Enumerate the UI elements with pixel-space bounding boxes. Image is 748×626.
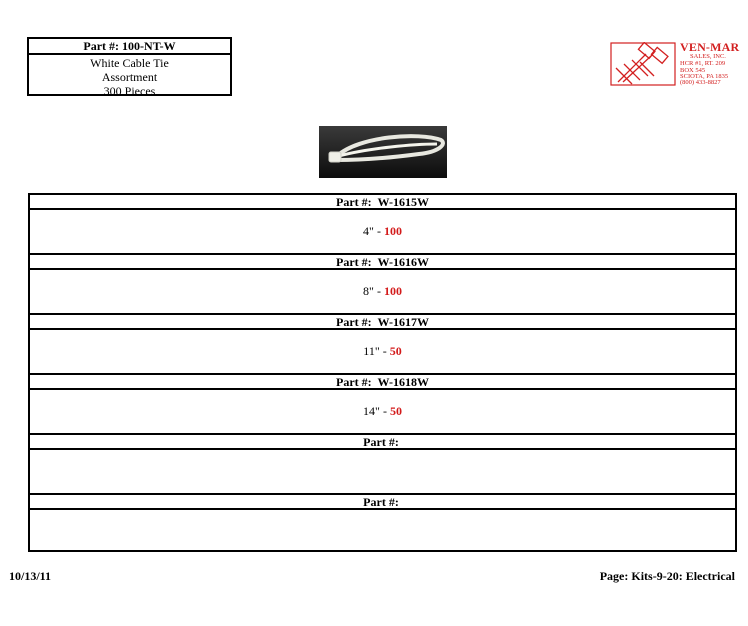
logo-company-name: VEN-MAR: [680, 40, 740, 54]
part-body: [30, 210, 735, 255]
kit-desc-line: White Cable Tie: [90, 56, 169, 70]
part-quantity: 50: [389, 404, 402, 418]
logo-line: (800) 433-8827: [680, 79, 721, 86]
logo-line: SCIOTA, PA 1835: [680, 73, 729, 80]
part-header: [30, 255, 735, 270]
part-body: [30, 510, 735, 552]
kit-desc-line: Assortment: [101, 70, 158, 84]
part-label: Part #:: [363, 435, 399, 449]
parts-table: [28, 193, 737, 552]
part-label: Part #:: [363, 495, 399, 509]
company-logo: [610, 40, 740, 88]
logo-line: HCR #1, RT. 209: [680, 60, 726, 67]
part-quantity: 100: [383, 284, 402, 298]
part-size: 8": [363, 284, 374, 298]
kit-desc-line: 300 Pieces: [103, 84, 156, 98]
logo-line: SALES, INC.: [690, 53, 726, 60]
part-header: [30, 495, 735, 510]
cable-tie-photo: [319, 126, 447, 178]
part-number: W-1618W: [377, 375, 429, 389]
logo-line: BOX 545: [680, 67, 706, 74]
kit-description: [29, 55, 230, 98]
part-size: 11": [363, 344, 380, 358]
part-sep: -: [379, 404, 390, 418]
part-quantity: 50: [389, 344, 402, 358]
part-quantity: 100: [383, 224, 402, 238]
part-size: 4": [363, 224, 374, 238]
footer-page-label: Page: Kits-9-20: Electrical: [599, 569, 735, 583]
part-sep: -: [373, 284, 384, 298]
part-label: Part #:: [335, 375, 372, 389]
cable-tie-icon: [319, 126, 447, 178]
hammer-logo-icon: [610, 42, 676, 86]
kit-part-number: Part #: 100-NT-W: [29, 39, 230, 55]
part-number: W-1617W: [377, 315, 429, 329]
part-label: Part #:: [335, 315, 372, 329]
kit-header-box: [27, 37, 232, 96]
part-sep: -: [373, 224, 384, 238]
part-header: [30, 195, 735, 210]
part-number: W-1615W: [377, 195, 429, 209]
part-body: [30, 450, 735, 495]
part-sep: -: [379, 344, 390, 358]
part-body: [30, 330, 735, 375]
part-size: 14": [363, 404, 380, 418]
footer-date: 10/13/11: [9, 569, 52, 583]
part-header: [30, 375, 735, 390]
part-label: Part #:: [335, 255, 372, 269]
part-header: [30, 435, 735, 450]
part-number: W-1616W: [377, 255, 429, 269]
part-body: [30, 390, 735, 435]
part-body: [30, 270, 735, 315]
part-header: [30, 315, 735, 330]
part-label: Part #:: [335, 195, 372, 209]
